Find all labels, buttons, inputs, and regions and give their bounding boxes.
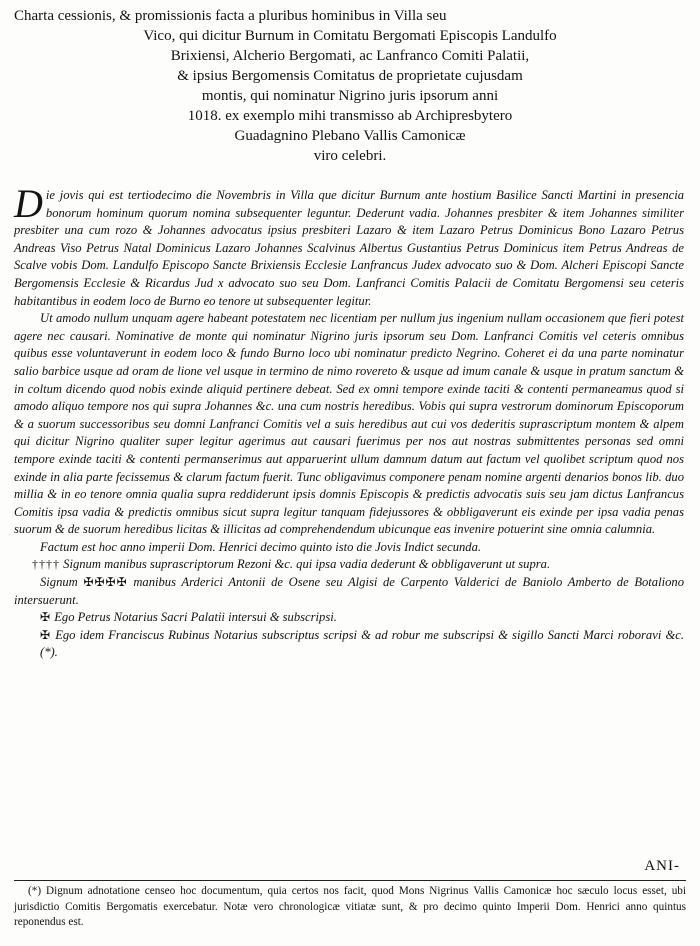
cross-marks-icon: †††† [32, 557, 60, 572]
heading-line: Charta cessionis, & promissionis facta a pluribus hominibus in Villa seu [14, 8, 447, 24]
paragraph-date: Factum est hoc anno imperii Dom. Henrici decimo quinto isto die Jovis Indict secunda. [40, 539, 482, 554]
maltese-cross-icon: ✠ [40, 627, 52, 642]
heading-line: Guadagnino Plebano Vallis Camonicæ [234, 128, 466, 144]
heading-line: 1018. ex exemplo mihi transmisso ab Archipresbytero [187, 108, 513, 124]
signature-text: Ego idem Franciscus Rubinus Notarius subscriptus scripsi & ad robur me subscripsi & sigillo Sancti Marci roboravi &c. (*). [40, 627, 684, 660]
signature-text: Signum manibus suprascriptorum Rezoni &c. qui ipsa vadia dederunt & obbligaverunt ut supra. [63, 557, 551, 572]
signature-lead: Signum [40, 575, 78, 590]
signature-text: manibus Arderici Antonii de Osene seu Algisi de Carpento Valderici de Baniolo Amberto de Botaliono intersuerunt. [14, 575, 684, 607]
maltese-crosses-icon: ✠✠✠✠ [83, 575, 128, 590]
footnote-divider [14, 880, 686, 881]
notary-signature [14, 609, 684, 627]
drop-cap: D [14, 181, 43, 226]
charter-heading [14, 6, 686, 166]
notary-signature [14, 627, 684, 662]
signature-line [14, 574, 684, 609]
maltese-cross-icon: ✠ [40, 610, 52, 625]
heading-line: viro celebri. [313, 148, 387, 164]
footnote [14, 884, 686, 931]
heading-line: Vico, qui dicitur Burnum in Comitatu Bergomati Episcopis Landulfo [143, 28, 557, 44]
heading-line: & ipsius Bergomensis Comitatus de proprietate cujusdam [177, 68, 523, 84]
charter-text [14, 181, 684, 662]
heading-line: montis, qui nominatur Nigrino juris ipsorum anni [201, 88, 499, 104]
paragraph-opening [14, 181, 684, 310]
paragraph-terms: Ut amodo nullum unquam agere habeant potestatem nec licentiam per nullum jus ingenium nullam occasionem que fieri potest agere nec causari. Nominative de monte qui nominatur Nigrino juris ipsorum seu Dom. Lanfranci Comitis vel ceteris omnibus quibus esse voluntaverunt in eodem loco & fundo Burno loco ubi nominatur predicto Negrino. Coheret ei da una parte nominatur salio barbice usque ad oram de lione vel usque in termino de nimo rovereto & usque ad imum canale & usque in pratum sanctum & in coltum dicendo quod nobis exinde aliquid pertinere debeat. Sed ex omni tempore exinde taciti & contenti permaneamus quod si amodo aliquo tempore nos qui supra Johannes &c. una cum nostris heredibus. Vobis qui supra vestrorum dominorum Episcoporum & a suorum successoribus seu domni Lanfranci Comitis vel a suis heredibus aut cui vos dederitis suprascriptum montem & alpem qui dicitur Nigrino qualiter super legitur agerimus aut causari fuerimus per nos aut nostras submittentes personas sed omni tempore exinde taciti & contenti permanserimus aut apparuerint ullum damnum datum aut factum vel quolibet scriptum quod nos exinde in alia parte fecissemus & clarum factum fuerit. Tunc obligavimus componere penam nomine argenti denarios bonos lib. duo millia & in eo tenore omnia qualia supra reddiderunt ipsis domnis Episcopis & predictis advocatis suis seu jam dictus Lanfrancus Comitis ipsa vadia & predictis omnibus sicut supra legitur tanquam fidejussores & obbligaverunt eis exinde per ipsa vadia penas suorum & de suorum heredibus licitas & illicitas ad comprehendendum ubicunque eas invenire potuerint sine omnia calumnia. [14, 311, 684, 537]
signature-text: Ego Petrus Notarius Sacri Palatii intersui & subscripsi. [54, 610, 337, 625]
footnote-text: (*) Dignum adnotatione censeo hoc documentum, quia certos nos facit, quod Mons Nigrinus Vallis Camonicæ hoc sæculo locus esset, ubi jurisdictio Comitis Bergomatis exercebatur. Notæ vero chronologicæ vitiatæ sunt, & pro decimo quinto Imperii Dom. Henrici anno quintus reponendus est. [14, 885, 686, 928]
paragraph-text: ie jovis qui est tertiodecimo die Novembris in Villa que dicitur Burnum ante hostium Basilice Sancti Martini in presencia bonorum hominum quorum nomina subsequenter leguntur. Dederunt vadia. Johannes presbiter & item Johannes similiter presbiter una cum rozo & Johannes advocatus ipsius presbiteri Lazaro & item Lazaro Petrus Dominicus Bono Lazaro Petrus Andreas Viso Petrus Natal Dominicus Lazaro Johannes Scalvinus Albertus Gustantius Petrus Dominicus item Petrus Andreas de Scalve vobis Dom. Landulfo Episcopo Sancte Brixiensis Ecclesie Lanfrancus Judex advocato suo & Dom. Alcheri Episcopi Sancte Bergomensis Ecclesie & Ricardus Jud x advocato suo seu Dom. Lanfranci Comitis Palacii de Comitatu Bergomensi seu ceteris habitantibus in eodem loco de Burno eo tenore ut subsequenter legitur. [14, 188, 684, 308]
catchword: ANI- [644, 858, 680, 874]
heading-line: Brixiensi, Alcherio Bergomati, ac Lanfranco Comiti Palatii, [170, 48, 530, 64]
signature-line [14, 556, 684, 574]
